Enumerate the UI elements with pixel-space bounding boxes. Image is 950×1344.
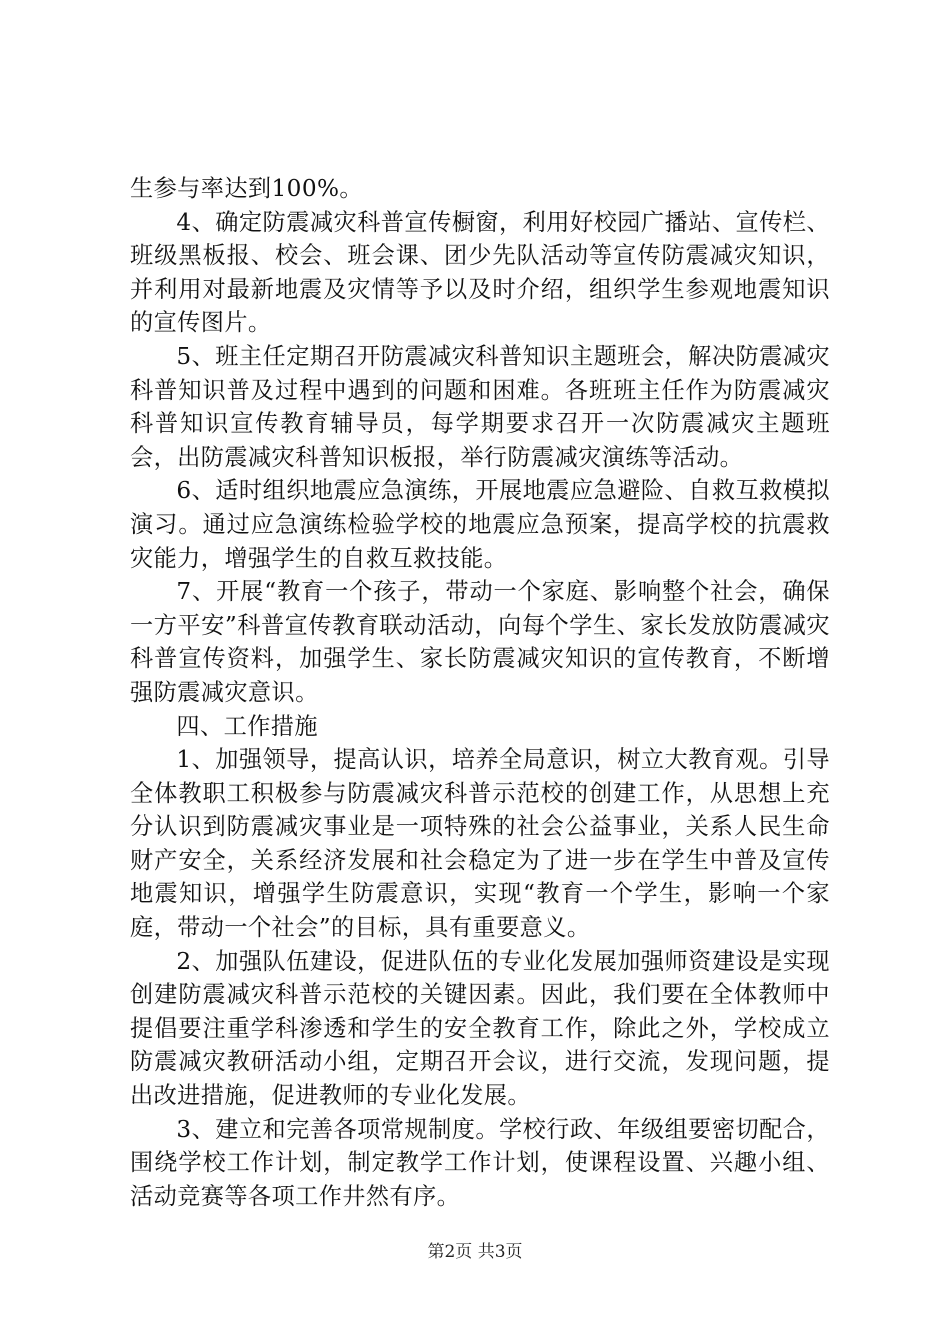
paragraph-item-7: 7、开展“教育一个孩子，带动一个家庭、影响整个社会，确保一方平安”科普宣传教育联动活动，向每个学生、家长发放防震减灾科普宣传资料，加强学生、家长防震减灾知识的宣传教育，不断增强防震减灾意识。 <box>130 578 830 706</box>
section-heading-measures: 四、工作措施 <box>176 712 318 740</box>
page-footer: 第2页 共3页 <box>427 1242 523 1262</box>
document-body <box>130 172 830 1213</box>
paragraph-item-6: 6、适时组织地震应急演练，开展地震应急避险、自救互救模拟演习。通过应急演练检验学校的地震应急预案，提高学校的抗震救灾能力，增强学生的自救互救技能。 <box>130 477 830 572</box>
paragraph-item-5: 5、班主任定期召开防震减灾科普知识主题班会，解决防震减灾科普知识普及过程中遇到的问题和困难。各班班主任作为防震减灾科普知识宣传教育辅导员，每学期要求召开一次防震减灾主题班会，出防震减灾科普知识板报，举行防震减灾演练等活动。 <box>130 342 830 471</box>
paragraph-measure-2: 2、加强队伍建设，促进队伍的专业化发展加强师资建设是实现创建防震减灾科普示范校的关键因素。因此，我们要在全体教师中提倡要注重学科渗透和学生的安全教育工作，除此之外，学校成立防震减灾教研活动小组，定期召开会议，进行交流，发现问题，提出改进措施，促进教师的专业化发展。 <box>130 947 830 1110</box>
paragraph-measure-3: 3、建立和完善各项常规制度。学校行政、年级组要密切配合，围绕学校工作计划，制定教学工作计划，使课程设置、兴趣小组、活动竞赛等各项工作井然有序。 <box>130 1115 830 1210</box>
paragraph-continuation: 生参与率达到100%。 <box>130 175 364 202</box>
paragraph-measure-1: 1、加强领导，提高认识，培养全局意识，树立大教育观。引导全体教职工积极参与防震减灾科普示范校的创建工作，从思想上充分认识到防震减灾事业是一项特殊的社会公益事业，关系人民生命财产安全，关系经济发展和社会稳定为了进一步在学生中普及宣传地震知识，增强学生防震意识，实现“教育一个学生，影响一个家庭，带动一个社会”的目标，具有重要意义。 <box>130 746 830 942</box>
paragraph-item-4: 4、确定防震减灾科普宣传橱窗，利用好校园广播站、宣传栏、班级黑板报、校会、班会课、团少先队活动等宣传防震减灾知识，并利用对最新地震及灾情等予以及时介绍，组织学生参观地震知识的宣传图片。 <box>130 208 830 337</box>
